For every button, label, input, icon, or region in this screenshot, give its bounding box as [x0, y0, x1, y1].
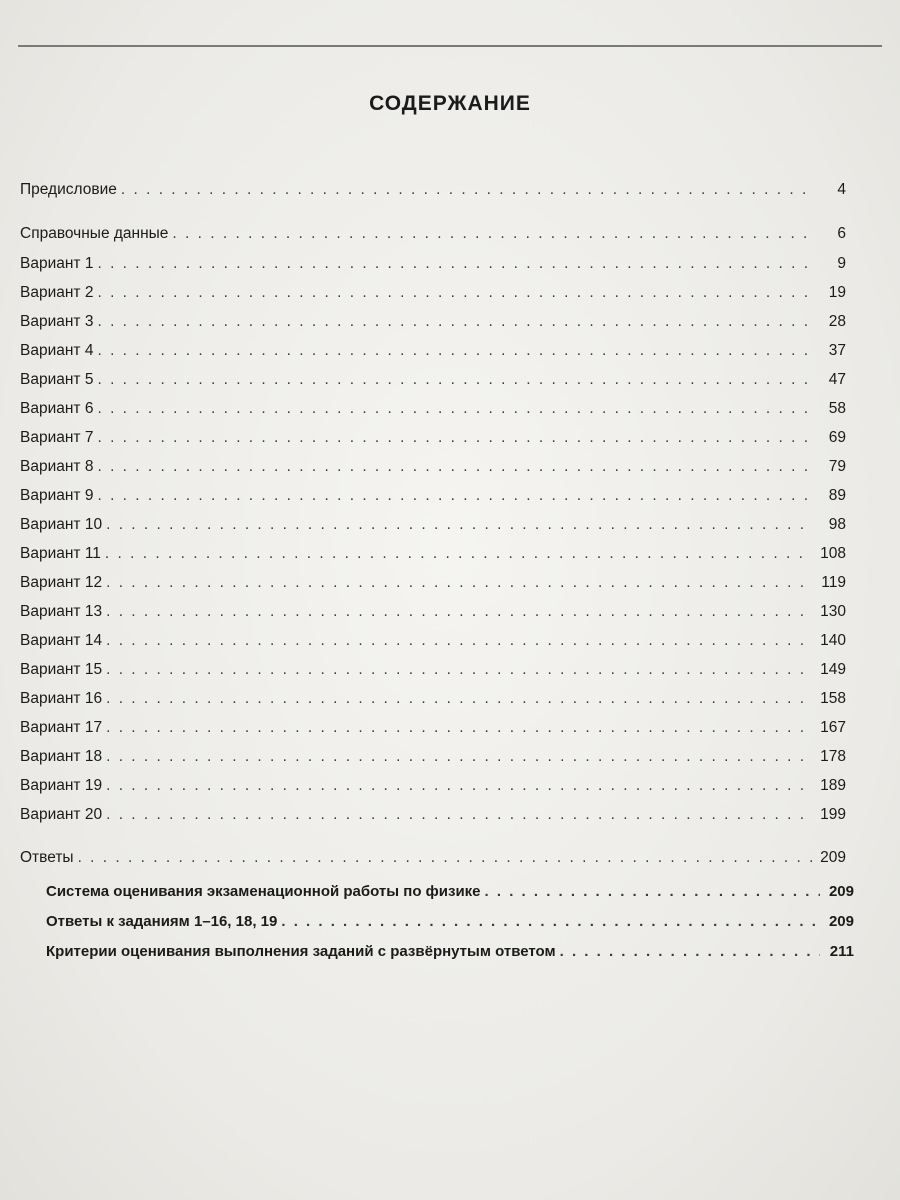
toc-entry[interactable]	[20, 371, 846, 389]
header-rule	[18, 45, 882, 47]
toc-entry-page: 58	[828, 400, 846, 417]
dot-leader	[106, 806, 812, 824]
toc-entry-page: 108	[820, 545, 846, 562]
dot-leader	[97, 284, 812, 302]
toc-entry-page: 119	[821, 574, 846, 591]
toc-entry-page: 79	[828, 458, 846, 475]
dot-leader	[78, 849, 812, 867]
toc-entry[interactable]	[20, 603, 846, 621]
toc-entry-page: 6	[837, 225, 846, 242]
toc-entry-page: 130	[820, 603, 846, 620]
toc-entry[interactable]	[20, 516, 846, 534]
toc-entry[interactable]	[20, 400, 846, 418]
toc-subentry[interactable]	[46, 943, 854, 960]
toc-entry-page: 37	[828, 342, 846, 359]
toc-entry-label: Вариант 4	[20, 342, 94, 359]
toc-entry[interactable]	[20, 574, 846, 592]
dot-leader	[97, 342, 812, 360]
toc-entry[interactable]	[20, 487, 846, 505]
toc-entry-label: Вариант 13	[20, 603, 103, 620]
toc-entry-label: Вариант 16	[20, 690, 103, 707]
toc-entry-page: 209	[820, 849, 846, 866]
toc-entry-label: Вариант 11	[20, 545, 101, 562]
toc-entry[interactable]	[20, 255, 846, 273]
toc-entry-page: 209	[828, 883, 854, 900]
dot-leader	[485, 883, 820, 900]
dot-leader	[106, 632, 812, 650]
toc-entry[interactable]	[20, 777, 846, 795]
dot-leader	[560, 943, 820, 960]
dot-leader	[106, 748, 812, 766]
toc-entry-label: Вариант 6	[20, 400, 94, 417]
dot-leader	[97, 429, 812, 447]
toc-entry-label: Вариант 20	[20, 806, 103, 823]
toc-entry-page: 158	[820, 690, 846, 707]
dot-leader	[105, 545, 812, 563]
toc-entry[interactable]	[20, 719, 846, 737]
toc-entry-page: 209	[828, 913, 854, 930]
toc-entry-label: Ответы к заданиям 1–16, 18, 19	[46, 913, 278, 930]
toc-entry[interactable]	[20, 313, 846, 331]
toc-entry[interactable]	[20, 690, 846, 708]
toc-entry-label: Вариант 5	[20, 371, 94, 388]
dot-leader	[106, 690, 812, 708]
toc-entry[interactable]	[20, 284, 846, 302]
toc-entry-page: 69	[828, 429, 846, 446]
toc-entry-page: 9	[837, 255, 846, 272]
toc-entry-page: 149	[820, 661, 846, 678]
dot-leader	[106, 777, 812, 795]
dot-leader	[121, 181, 812, 199]
dot-leader	[106, 574, 812, 592]
toc-entry[interactable]	[20, 748, 846, 766]
toc-entry-label: Ответы	[20, 849, 74, 866]
toc-subentry[interactable]	[46, 913, 854, 930]
dot-leader	[97, 255, 812, 273]
toc-entry-page: 167	[820, 719, 846, 736]
toc-entry-label: Справочные данные	[20, 225, 169, 242]
toc-entry-label: Система оценивания экзаменационной работы по физике	[46, 883, 481, 900]
toc-entry-label: Вариант 10	[20, 516, 103, 533]
dot-leader	[106, 719, 812, 737]
toc-entry-label: Предисловие	[20, 181, 117, 198]
toc-entry-page: 19	[828, 284, 846, 301]
dot-leader	[97, 400, 812, 418]
dot-leader	[97, 371, 812, 389]
toc-entry-label: Вариант 17	[20, 719, 103, 736]
page-title: СОДЕРЖАНИЕ	[369, 92, 531, 115]
toc-entry-label: Вариант 3	[20, 313, 94, 330]
toc-entry-label: Вариант 7	[20, 429, 94, 446]
toc-entry-label: Критерии оценивания выполнения заданий с развёрнутым ответом	[46, 943, 556, 960]
toc-entry[interactable]	[20, 458, 846, 476]
toc-entry-page: 140	[820, 632, 846, 649]
toc-entry[interactable]	[20, 806, 846, 824]
toc-entry-label: Вариант 12	[20, 574, 103, 591]
toc-entry-page: 4	[837, 181, 846, 198]
toc-entry-label: Вариант 14	[20, 632, 103, 649]
dot-leader	[106, 516, 812, 534]
toc-entry-label: Вариант 1	[20, 255, 94, 272]
toc-entry-label: Вариант 8	[20, 458, 94, 475]
toc-entry-label: Вариант 18	[20, 748, 103, 765]
toc-entry-page: 28	[828, 313, 846, 330]
toc-entry[interactable]	[20, 632, 846, 650]
dot-leader	[106, 661, 812, 679]
toc-subentry[interactable]	[46, 883, 854, 900]
toc-entry-page: 178	[820, 748, 846, 765]
dot-leader	[172, 225, 812, 243]
toc-entry-page: 98	[828, 516, 846, 533]
dot-leader	[97, 313, 812, 331]
dot-leader	[97, 487, 812, 505]
toc-entry[interactable]	[20, 225, 846, 243]
toc-entry-page: 211	[829, 943, 854, 960]
dot-leader	[106, 603, 812, 621]
toc-entry[interactable]	[20, 181, 846, 199]
toc-entry-label: Вариант 9	[20, 487, 94, 504]
toc-entry[interactable]	[20, 545, 846, 563]
toc-entry-page: 89	[828, 487, 846, 504]
toc-entry[interactable]	[20, 849, 846, 867]
toc-entry[interactable]	[20, 342, 846, 360]
toc-entry[interactable]	[20, 661, 846, 679]
toc-entry-page: 199	[820, 806, 846, 823]
toc-entry-label: Вариант 19	[20, 777, 103, 794]
toc-entry-label: Вариант 2	[20, 284, 94, 301]
toc-entry-label: Вариант 15	[20, 661, 103, 678]
dot-leader	[97, 458, 812, 476]
toc-entry-page: 47	[828, 371, 846, 388]
toc-entry-page: 189	[820, 777, 846, 794]
toc-entry[interactable]	[20, 429, 846, 447]
dot-leader	[281, 913, 820, 930]
